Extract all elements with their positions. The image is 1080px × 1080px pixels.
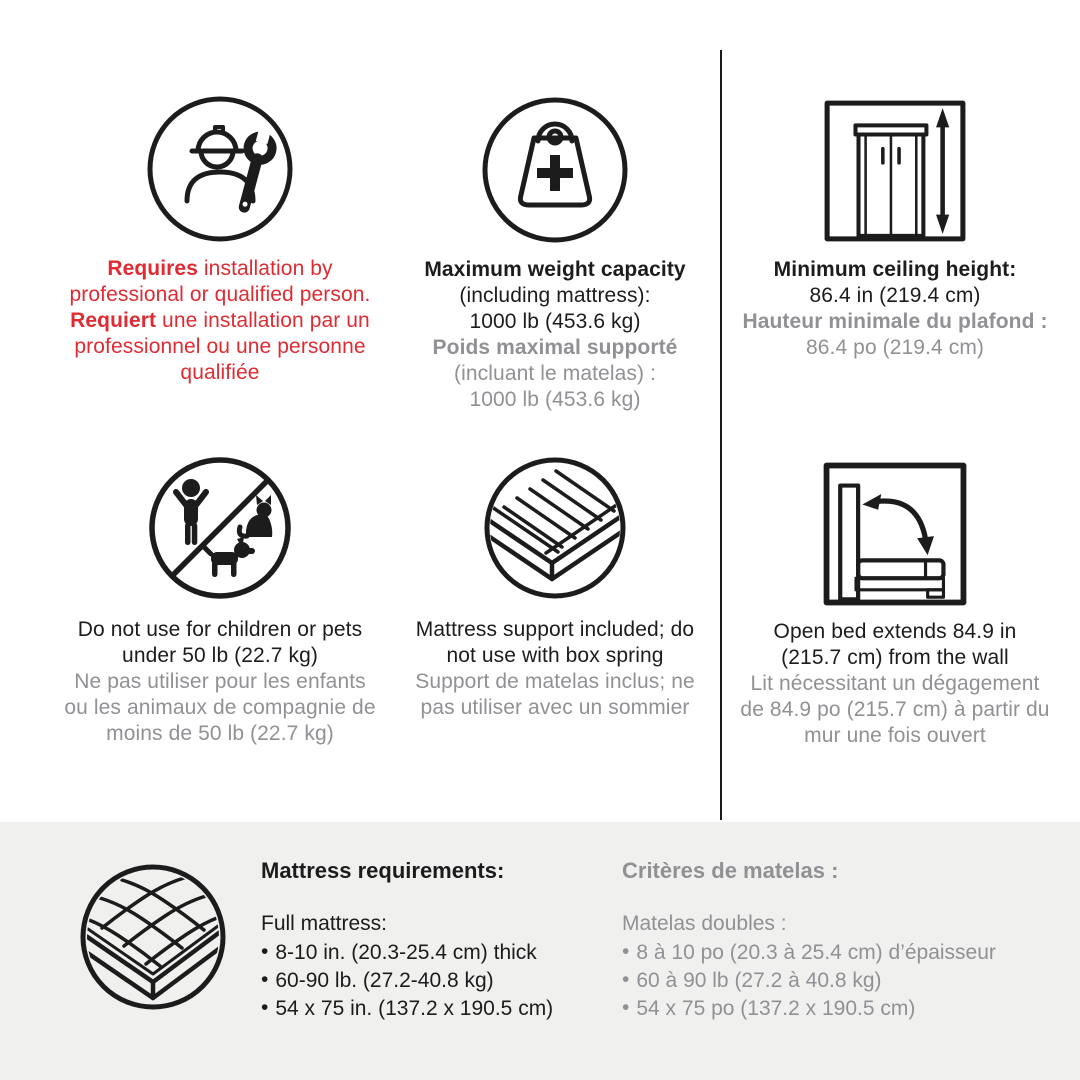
bullet-icon: • [261, 996, 269, 1019]
bullet-icon: • [261, 940, 269, 963]
mattress-bullet-en: • 8-10 in. (20.3-25.4 cm) thick [261, 940, 537, 964]
card-ceiling-height [735, 95, 1055, 361]
text-line: pas utiliser avec un sommier [420, 696, 690, 719]
card-max-weight [403, 95, 707, 413]
mattress-size-label-en: Full mattress: [261, 912, 388, 935]
text-line: Open bed extends 84.9 in [773, 620, 1017, 643]
text-line: (including mattress): [459, 284, 651, 307]
bullet-icon: • [622, 940, 630, 963]
mattress-bullet-en: • 60-90 lb. (27.2-40.8 kg) [261, 968, 494, 992]
text-line: 1000 lb (453.6 kg) [469, 388, 641, 411]
vertical-divider [720, 50, 722, 820]
text-line: 1000 lb (453.6 kg) [469, 310, 641, 333]
text-line: (215.7 cm) from the wall [781, 646, 1009, 669]
installation-warning-text [40, 256, 400, 386]
text-line: (incluant le matelas) : [454, 362, 656, 385]
text-line: 86.4 in (219.4 cm) [809, 284, 981, 307]
weight-capacity-icon [403, 95, 707, 245]
mattress-requirements-heading-en: Mattress requirements: [261, 858, 505, 883]
mattress-bullet-fr: • 8 à 10 po (20.3 à 25.4 cm) d’épaisseur [622, 940, 996, 964]
mattress-bullet-fr: • 54 x 75 po (137.2 x 190.5 cm) [622, 996, 916, 1020]
text-line: Lit nécessitant un dégagement [750, 672, 1040, 695]
mattress-bullet-en: • 54 x 75 in. (137.2 x 190.5 cm) [261, 996, 554, 1020]
mattress-icon [78, 862, 228, 1012]
text-line: professionnel ou une personne [74, 335, 366, 358]
text-line: Support de matelas inclus; ne [415, 670, 695, 693]
mattress-requirements-fr [622, 858, 996, 1023]
ceiling-height-icon [735, 95, 1055, 247]
text-line: professional or qualified person. [69, 283, 371, 306]
text-line: Mattress support included; do [415, 618, 695, 641]
open-bed-icon [732, 455, 1058, 613]
no-children-pets-text [40, 617, 400, 747]
text-line: under 50 lb (22.7 kg) [122, 644, 318, 667]
card-mattress-support [403, 453, 707, 721]
mattress-requirements-band [0, 822, 1080, 1080]
text-line: qualifiée [180, 361, 260, 384]
slat-support-icon [403, 453, 707, 603]
text-line: mur une fois ouvert [804, 724, 986, 747]
text-line: Requiert une installation par un [70, 309, 370, 332]
no-children-pets-icon [40, 453, 400, 603]
text-line: Poids maximal supporté [432, 336, 678, 359]
card-open-bed [732, 455, 1058, 749]
text-line: de 84.9 po (215.7 cm) à partir du [740, 698, 1050, 721]
ceiling-height-text [735, 257, 1055, 361]
mattress-requirements-en [261, 858, 553, 1023]
bullet-icon: • [261, 968, 269, 991]
card-installation [40, 94, 400, 386]
text-line: Do not use for children or pets [77, 618, 363, 641]
text-line: Ne pas utiliser pour les enfants [74, 670, 366, 693]
text-line: Minimum ceiling height: [773, 258, 1017, 281]
text-line: Requires installation by [107, 257, 333, 280]
open-bed-text [732, 619, 1058, 749]
text-line: Hauteur minimale du plafond : [742, 310, 1048, 333]
text-line: not use with box spring [446, 644, 664, 667]
text-line: Maximum weight capacity [424, 258, 686, 281]
bullet-icon: • [622, 996, 630, 1019]
mattress-support-text [403, 617, 707, 721]
text-line: ou les animaux de compagnie de [64, 696, 376, 719]
mattress-requirements-heading-fr: Critères de matelas : [622, 858, 839, 883]
bullet-icon: • [622, 968, 630, 991]
card-no-children-pets [40, 453, 400, 747]
text-line: moins de 50 lb (22.7 kg) [106, 722, 334, 745]
installer-icon [40, 94, 400, 244]
text-line: 86.4 po (219.4 cm) [805, 336, 985, 359]
max-weight-text [403, 257, 707, 413]
mattress-bullet-fr: • 60 à 90 lb (27.2 à 40.8 kg) [622, 968, 882, 992]
mattress-size-label-fr: Matelas doubles : [622, 912, 787, 935]
